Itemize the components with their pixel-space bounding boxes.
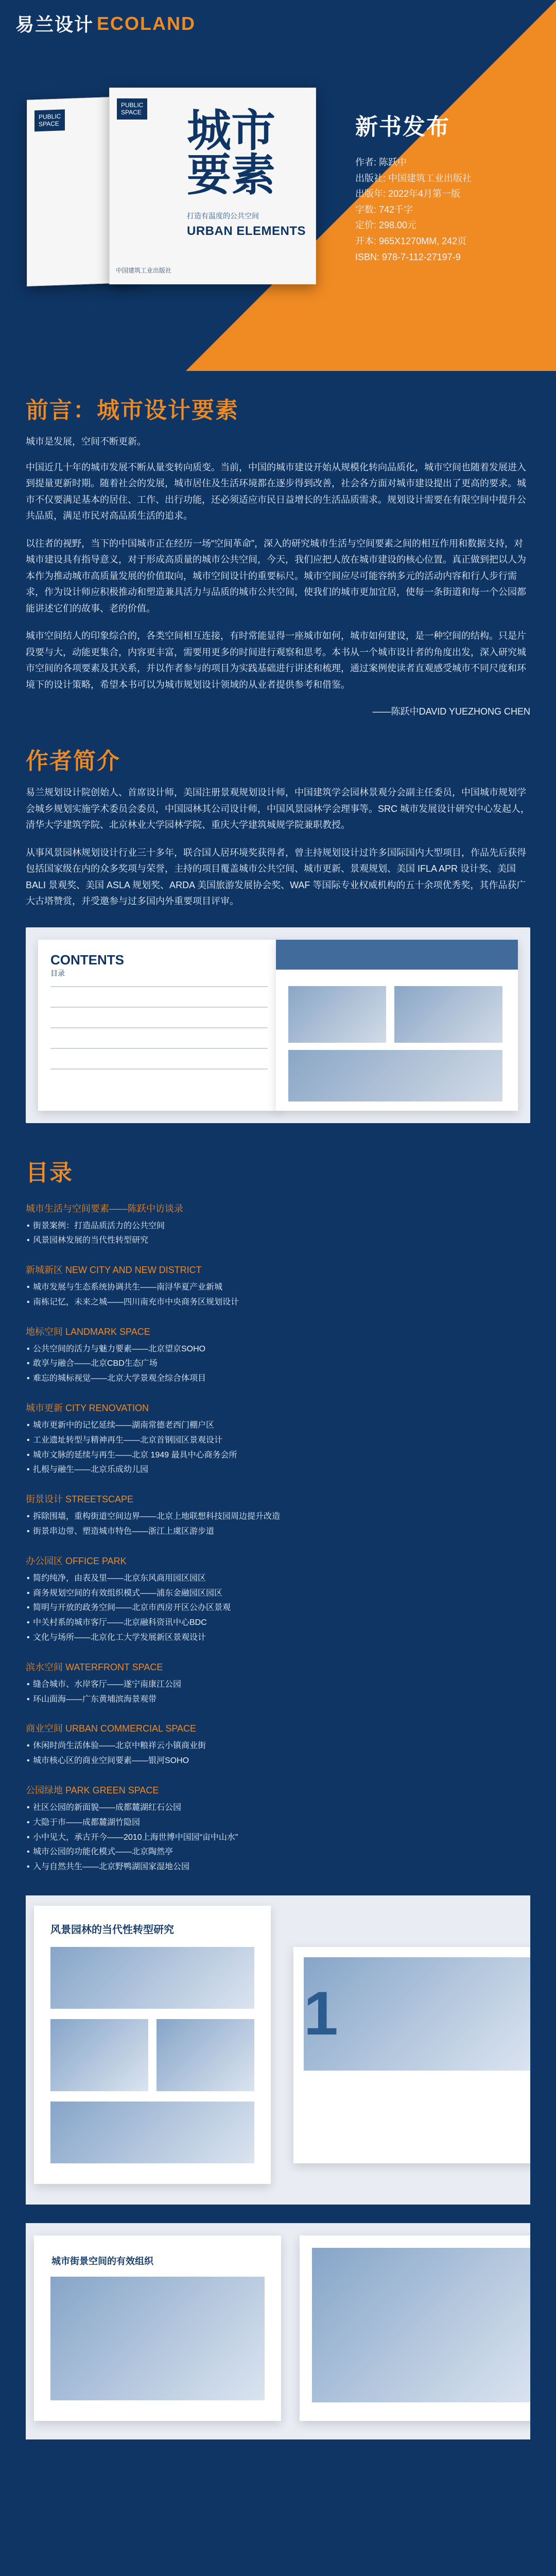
divider: [50, 1027, 268, 1028]
author-section: [0, 742, 556, 910]
preface-section: [0, 371, 556, 718]
toc-item: • 大隐于市——成都麓湖竹隐园: [33, 1816, 530, 1831]
toc-group: [26, 1660, 530, 1707]
toc-group-heading: 商业空间 URBAN COMMERCIAL SPACE: [26, 1723, 197, 1734]
brand-name-en: ECOLAND: [97, 12, 196, 34]
toc-item: • 风景园林发展的当代性转型研究: [33, 1233, 530, 1248]
toc-item: • 工业遗址转型与精神再生——北京首钢园区景观设计: [33, 1433, 530, 1448]
toc-group-heading: 地标空间 LANDMARK SPACE: [26, 1326, 150, 1337]
toc-list: [26, 1677, 530, 1707]
toc-list: [26, 1739, 530, 1769]
divider: [50, 986, 268, 987]
toc-item: • 商务规划空间的有效组织模式——浦东金融园区园区: [33, 1586, 530, 1601]
article-image: [312, 2248, 530, 2402]
book-cover-stack: [27, 82, 325, 299]
book-tag-line: SPACE: [39, 120, 59, 128]
toc-list: [26, 1510, 530, 1539]
preface-signature: ——陈跃中DAVID YUEZHONG CHEN: [372, 706, 530, 717]
toc-group-heading: 街景设计 STREETSCAPE: [26, 1494, 134, 1505]
toc-group: [26, 1783, 530, 1875]
toc-item: • 入与自然共生——北京野鸭湖国家湿地公园: [33, 1860, 530, 1875]
toc-item: • 城市发展与生态系统协调共生——南浔华夏产业新城: [33, 1280, 530, 1295]
preface-paragraph: 以往者的视野，当下的中国城市正在经历一场“空间革命”，深入的研究城市生活与空间要素之间的相互作用和数据支持，对城市建设具有指导意义，对于形成高质量的城市公共空间，今天，我们应把人放在城市建设的核心位置。真正做到把以人为本作为推动城市高质量发展的价值取向，城市空间设计的重要标尺。城市空间应尽可能容纳多元的活动内容和行人步行需求，作为设计师应积极推动和塑造兼具活力与品质的城市公共空间，使我们的城市更加宜居，使每一条街道和每一个公园都能讲述它们的故事、老的价值。: [26, 538, 526, 614]
page-title: 城市街景空间的有效组织: [51, 2256, 153, 2267]
toc-group: [26, 1554, 530, 1646]
toc-group: [26, 1401, 530, 1478]
toc-item: • 环山面海——广东黄埔滨海景观带: [33, 1692, 530, 1707]
toc-item: • 城市公园的功能化模式——北京陶然亭: [33, 1845, 530, 1860]
toc-item: • 扎根与融生——北京乐成幼儿园: [33, 1463, 530, 1478]
page-title: 风景园林的当代性转型研究: [50, 1924, 174, 1936]
author-paragraph: 易兰规划设计院创始人、首席设计师，美国注册景观规划设计师，中国建筑学会园林景观分会副主任委员，中国城市规划学会城乡规划实施学术委员会委员，中国园林其公司设计师，中国风景园林学会理事等。SRC 城市发展设计研究中心发起人，清华大学建筑学院、北京林业大学园林学院、重庆大学建筑城规学院兼职教授。: [26, 787, 530, 830]
toc-group: [26, 1263, 530, 1310]
book-tag: [117, 98, 147, 120]
toc-list: [26, 1801, 530, 1875]
book-title-cn-line: 要素: [187, 150, 275, 200]
chapter-number: 1: [304, 1979, 338, 2048]
toc-item: • 城市更新中的记忆延续——湖南常德老西门棚户区: [33, 1418, 530, 1433]
thumbnail-image: [288, 986, 386, 1043]
author-paragraph: 从事风景园林规划设计行业三十多年，联合国人居环境奖获得者，曾主持规划设计过许多国际国内大型项目，作品先后获得包括国家级在内的众多奖项与荣誉，主持的项目覆盖城市公共空间、城市更新、景观规划、美国 IFLA APR 设计奖、美国 BALI 景观奖、美国 ASLA 规划奖、ARDA 美国旅游发展协会奖、WAF 等国际专业权威机构的五十余项优秀奖，其作品获广大古塔赞赏，并受邀参与过多国内外重要项目评审。: [26, 847, 526, 906]
book-publisher-small: 中国建筑工业出版社: [116, 267, 172, 274]
article-image: [50, 1947, 254, 2009]
release-meta: [355, 155, 525, 265]
book-title-en: URBAN ELEMENTS: [187, 224, 306, 238]
meta-price: 定价: 298.00元: [355, 220, 417, 231]
meta-format: 开本: 965X1270MM, 242页: [355, 235, 467, 246]
meta-wordcount: 字数: 742千字: [355, 204, 413, 215]
spread-page: [34, 1906, 271, 2184]
book-spread-chapter: [26, 1895, 530, 2205]
contents-label: CONTENTS: [50, 952, 124, 968]
toc-item: • 难忘的城标视觉——北京大学景观全综合体项目: [33, 1371, 530, 1386]
meta-edition: 出版年: 2022年4月第一版: [355, 189, 461, 199]
preface-lead: 城市是发展，空间不断更新。: [26, 436, 146, 447]
toc-group: [26, 1201, 530, 1249]
toc-item: • 城市文脉的延续与再生——北京 1949 最具中心商务会所: [33, 1448, 530, 1463]
author-title: 作者简介: [26, 749, 120, 774]
book-tag-line: PUBLIC: [39, 112, 61, 121]
toc-item: • 小中见大，承古开今——2010上海世博中国园“亩中山水”: [33, 1831, 530, 1845]
article-image: [50, 2277, 265, 2400]
toc-group-heading: 办公园区 OFFICE PARK: [26, 1555, 127, 1566]
book-title-cn-line: 城市: [187, 106, 275, 156]
toc-item: • 休闲时尚生活体验——北京中粮祥云小镇商业街: [33, 1739, 530, 1754]
divider: [50, 1048, 268, 1049]
toc-item: • 中关村系的城市客厅——北京融科资讯中心BDC: [33, 1616, 530, 1631]
book-subtitle: 打造有温度的公共空间: [187, 212, 259, 220]
preface-title: 前言：城市设计要素: [26, 398, 239, 423]
toc-list: [26, 1571, 530, 1646]
toc-item: • 文化与场所——北京化工大学发展新区景观设计: [33, 1631, 530, 1646]
toc-item: • 社区公园的新面貌——成都麓湖红石公园: [33, 1801, 530, 1816]
spread-page: [34, 2235, 281, 2421]
toc-item: • 缝合城市、水岸客厅——遂宁南康江公园: [33, 1677, 530, 1692]
book-tag-line: SPACE: [121, 109, 142, 116]
contents-label-cn: 目录: [50, 969, 65, 977]
page-header-band: [276, 940, 518, 970]
book-front-cover: [109, 88, 316, 284]
toc-list: [26, 1342, 530, 1386]
spread-page: [300, 2235, 530, 2421]
article-image: [50, 2102, 254, 2163]
toc-item: • 简明与开放的政务空间——北京市西房开区公办区景观: [33, 1601, 530, 1616]
toc-list: [26, 1219, 530, 1249]
toc-list: [26, 1280, 530, 1310]
toc-item: • 南栋记忆，未来之城——四川南充市中央商务区规划设计: [33, 1295, 530, 1310]
book-tag: [34, 109, 65, 131]
divider: [50, 1069, 268, 1070]
book-title-cn: [187, 106, 275, 200]
toc-title: 目录: [26, 1160, 73, 1185]
toc-group: [26, 1492, 530, 1539]
toc-item: • 城市核心区的商业空间要素——银河SOHO: [33, 1754, 530, 1769]
toc-group-heading: 城市更新 CITY RENOVATION: [26, 1403, 149, 1414]
toc-section: [0, 1154, 556, 1875]
spread-left-page: [38, 940, 280, 1111]
toc-list: [26, 1418, 530, 1478]
toc-group-heading: 城市生活与空间要素——陈跃中访谈录: [26, 1203, 183, 1214]
contents-header: [50, 952, 124, 978]
book-tag-line: PUBLIC: [121, 101, 144, 109]
article-image: [157, 2019, 254, 2091]
brand-name-cn: 易兰设计: [15, 14, 94, 35]
toc-item: • 敢享与融合——北京CBD生态广场: [33, 1357, 530, 1371]
toc-group-heading: 滨水空间 WATERFRONT SPACE: [26, 1662, 163, 1672]
divider: [50, 1007, 268, 1008]
toc-item: • 简约纯净，由表及里——北京东风商用园区园区: [33, 1571, 530, 1586]
book-spread-article: [26, 2223, 530, 2439]
article-image: [50, 2019, 148, 2091]
toc-group: [26, 1721, 530, 1769]
meta-isbn: ISBN: 978-7-112-27197-9: [355, 251, 461, 262]
toc-group-heading: 新城新区 NEW CITY AND NEW DISTRICT: [26, 1265, 202, 1276]
meta-author: 作者: 陈跃中: [355, 157, 407, 167]
meta-publisher: 出版社: 中国建筑工业出版社: [355, 173, 472, 183]
release-title: 新书发布: [355, 114, 450, 140]
toc-item: • 街景案例：打造品质活力的公共空间: [33, 1219, 530, 1234]
spread-right-page: [276, 940, 518, 1111]
toc-group: [26, 1325, 530, 1386]
hero-section: [0, 0, 556, 371]
thumbnail-image: [288, 1050, 502, 1101]
toc-group-heading: 公园绿地 PARK GREEN SPACE: [26, 1785, 159, 1796]
thumbnail-image: [394, 986, 502, 1043]
preface-paragraph: 城市空间结人的印象综合的，各类空间相互连接，有时常能显得一座城市如何，城市如何建设，是一种空间的结构。只是片段要与大，动能更集合，内容更丰富，需要用更多的时间进行观察和思考。本书从一个城市设计者的角度出发，深入研究城市空间的各项要素及其关系，并以作者参与的项目为实践基础进行讲述和梳理，通过案例使读者直观感受城市不同尺度和环境下的设计策略，希望本书可以为城市规划设计领域的从业者提供参考和借鉴。: [26, 631, 526, 690]
brand-logo: [15, 10, 196, 37]
toc-item: • 拆除围墙，重构街道空间边界——北京上地联想科技园周边提升改造: [33, 1510, 530, 1524]
toc-item: • 街景串边带、塑造城市特色——浙江上虞区游步道: [33, 1524, 530, 1539]
book-release-info: [355, 108, 525, 265]
preface-paragraph: 中国近几十年的城市发展不断从量变转向质变。当前，中国的城市建设开始从规模化转向品质化，城市空间也随着发展进入到提量更新时期。随着社会的发展，城市居住及生活环境都在逐步得到改善，社会各方面对城市建设提出了更高的要求。城市不仅要满足基本的居住、工作、出行功能，还必须适应市民日益增长的生活品质需求。规划设计需要在有限空间中提升公共品质，满足市民对高品质生活的追求。: [26, 462, 526, 521]
book-spread-contents: [26, 927, 530, 1123]
toc-item: • 公共空间的活力与魅力要素——北京望京SOHO: [33, 1342, 530, 1357]
